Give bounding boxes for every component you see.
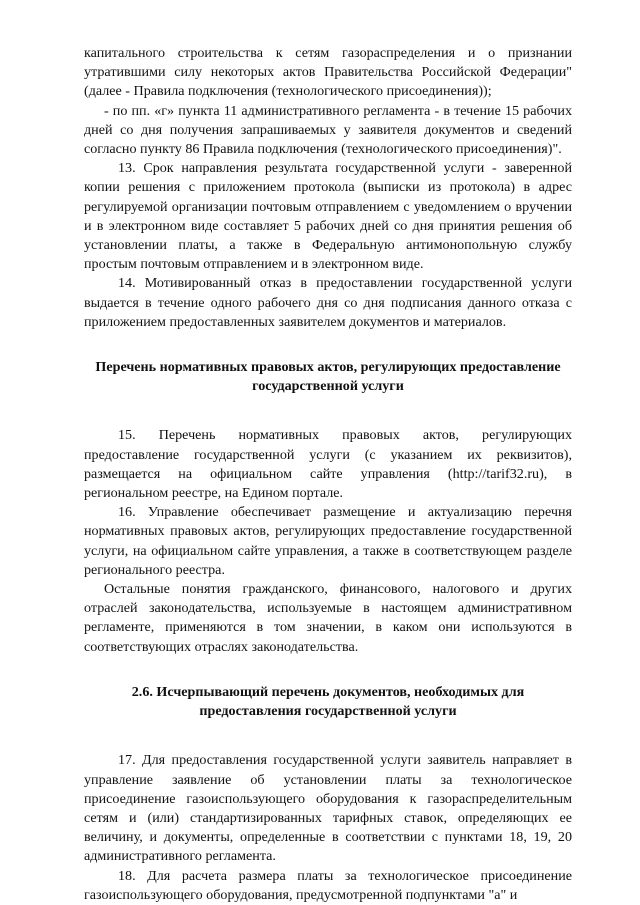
section-heading-legal-acts: Перечень нормативных правовых актов, регулирующих предоставление государственной услуги bbox=[95, 359, 561, 395]
paragraph-subitem-g: - по пп. «г» пункта 11 административного регламента - в течение 15 рабочих дней со дня получения запрашиваемых у заявителя документов и сведений согласно пункту 86 Правила подключения (технологического присоединения)". bbox=[84, 102, 572, 158]
spacer bbox=[84, 332, 572, 358]
paragraph-15: 15. Перечень нормативных правовых актов, регулирующих предоставление государственной услуги (с указанием их реквизитов), размещается на официальном сайте управления (http://tarif32.ru), в региональном реестре, на Едином портале. bbox=[84, 427, 572, 502]
paragraph-14: 14. Мотивированный отказ в предоставлении государственной услуги выдается в течение одного рабочего дня со дня подписания данного отказа с приложением предоставленных заявителем документов и материалов. bbox=[84, 275, 572, 330]
spacer bbox=[84, 721, 572, 751]
paragraph-continuation: капитального строительства к сетям газораспределения и о признании утратившими силу некоторых актов Правительства Российской Федерации" (далее - Правила подключения (технологического присоединения)); bbox=[84, 45, 572, 100]
paragraph-17: 17. Для предоставления государственной услуги заявитель направляет в управление заявление об установлении платы за технологическое присоединение газоиспользующего оборудования к газораспределительным сетям и (или) стандартизированных тарифных ставок, определяющих ее величину, и документы, определенные в соответствии с пунктами 18, 19, 20 административного регламента. bbox=[84, 752, 572, 865]
document-body bbox=[84, 44, 572, 905]
spacer bbox=[84, 657, 572, 683]
paragraph-13: 13. Срок направления результата государственной услуги - заверенной копии решения с приложением протокола (выписки из протокола) в адрес регулируемой организации почтовым отправлением с уведомлением о вручении и в электронном виде составляет 5 рабочих дней со дня принятия решения об установлении платы, а также в Федеральную антимонопольную службу простым почтовым отправлением и в электронном виде. bbox=[84, 160, 572, 273]
spacer bbox=[84, 396, 572, 426]
paragraph-16: 16. Управление обеспечивает размещение и актуализацию перечня нормативных правовых актов, регулирующих предоставление государственной услуги, на официальном сайте управления, а также в соответствующем разделе регионального реестра. bbox=[84, 504, 572, 578]
section-heading-2-6: 2.6. Исчерпывающий перечень документов, необходимых для предоставления государственной услуги bbox=[131, 683, 525, 720]
paragraph-18: 18. Для расчета размера платы за технологическое присоединение газоиспользующего оборудования, предусмотренной подпунктами "а" и bbox=[84, 867, 572, 903]
paragraph-other-concepts: Остальные понятия гражданского, финансового, налогового и других отраслей законодательства, используемые в настоящем административном регламенте, применяются в том значении, в каком они используются в соответствующих отраслях законодательства. bbox=[84, 581, 572, 655]
